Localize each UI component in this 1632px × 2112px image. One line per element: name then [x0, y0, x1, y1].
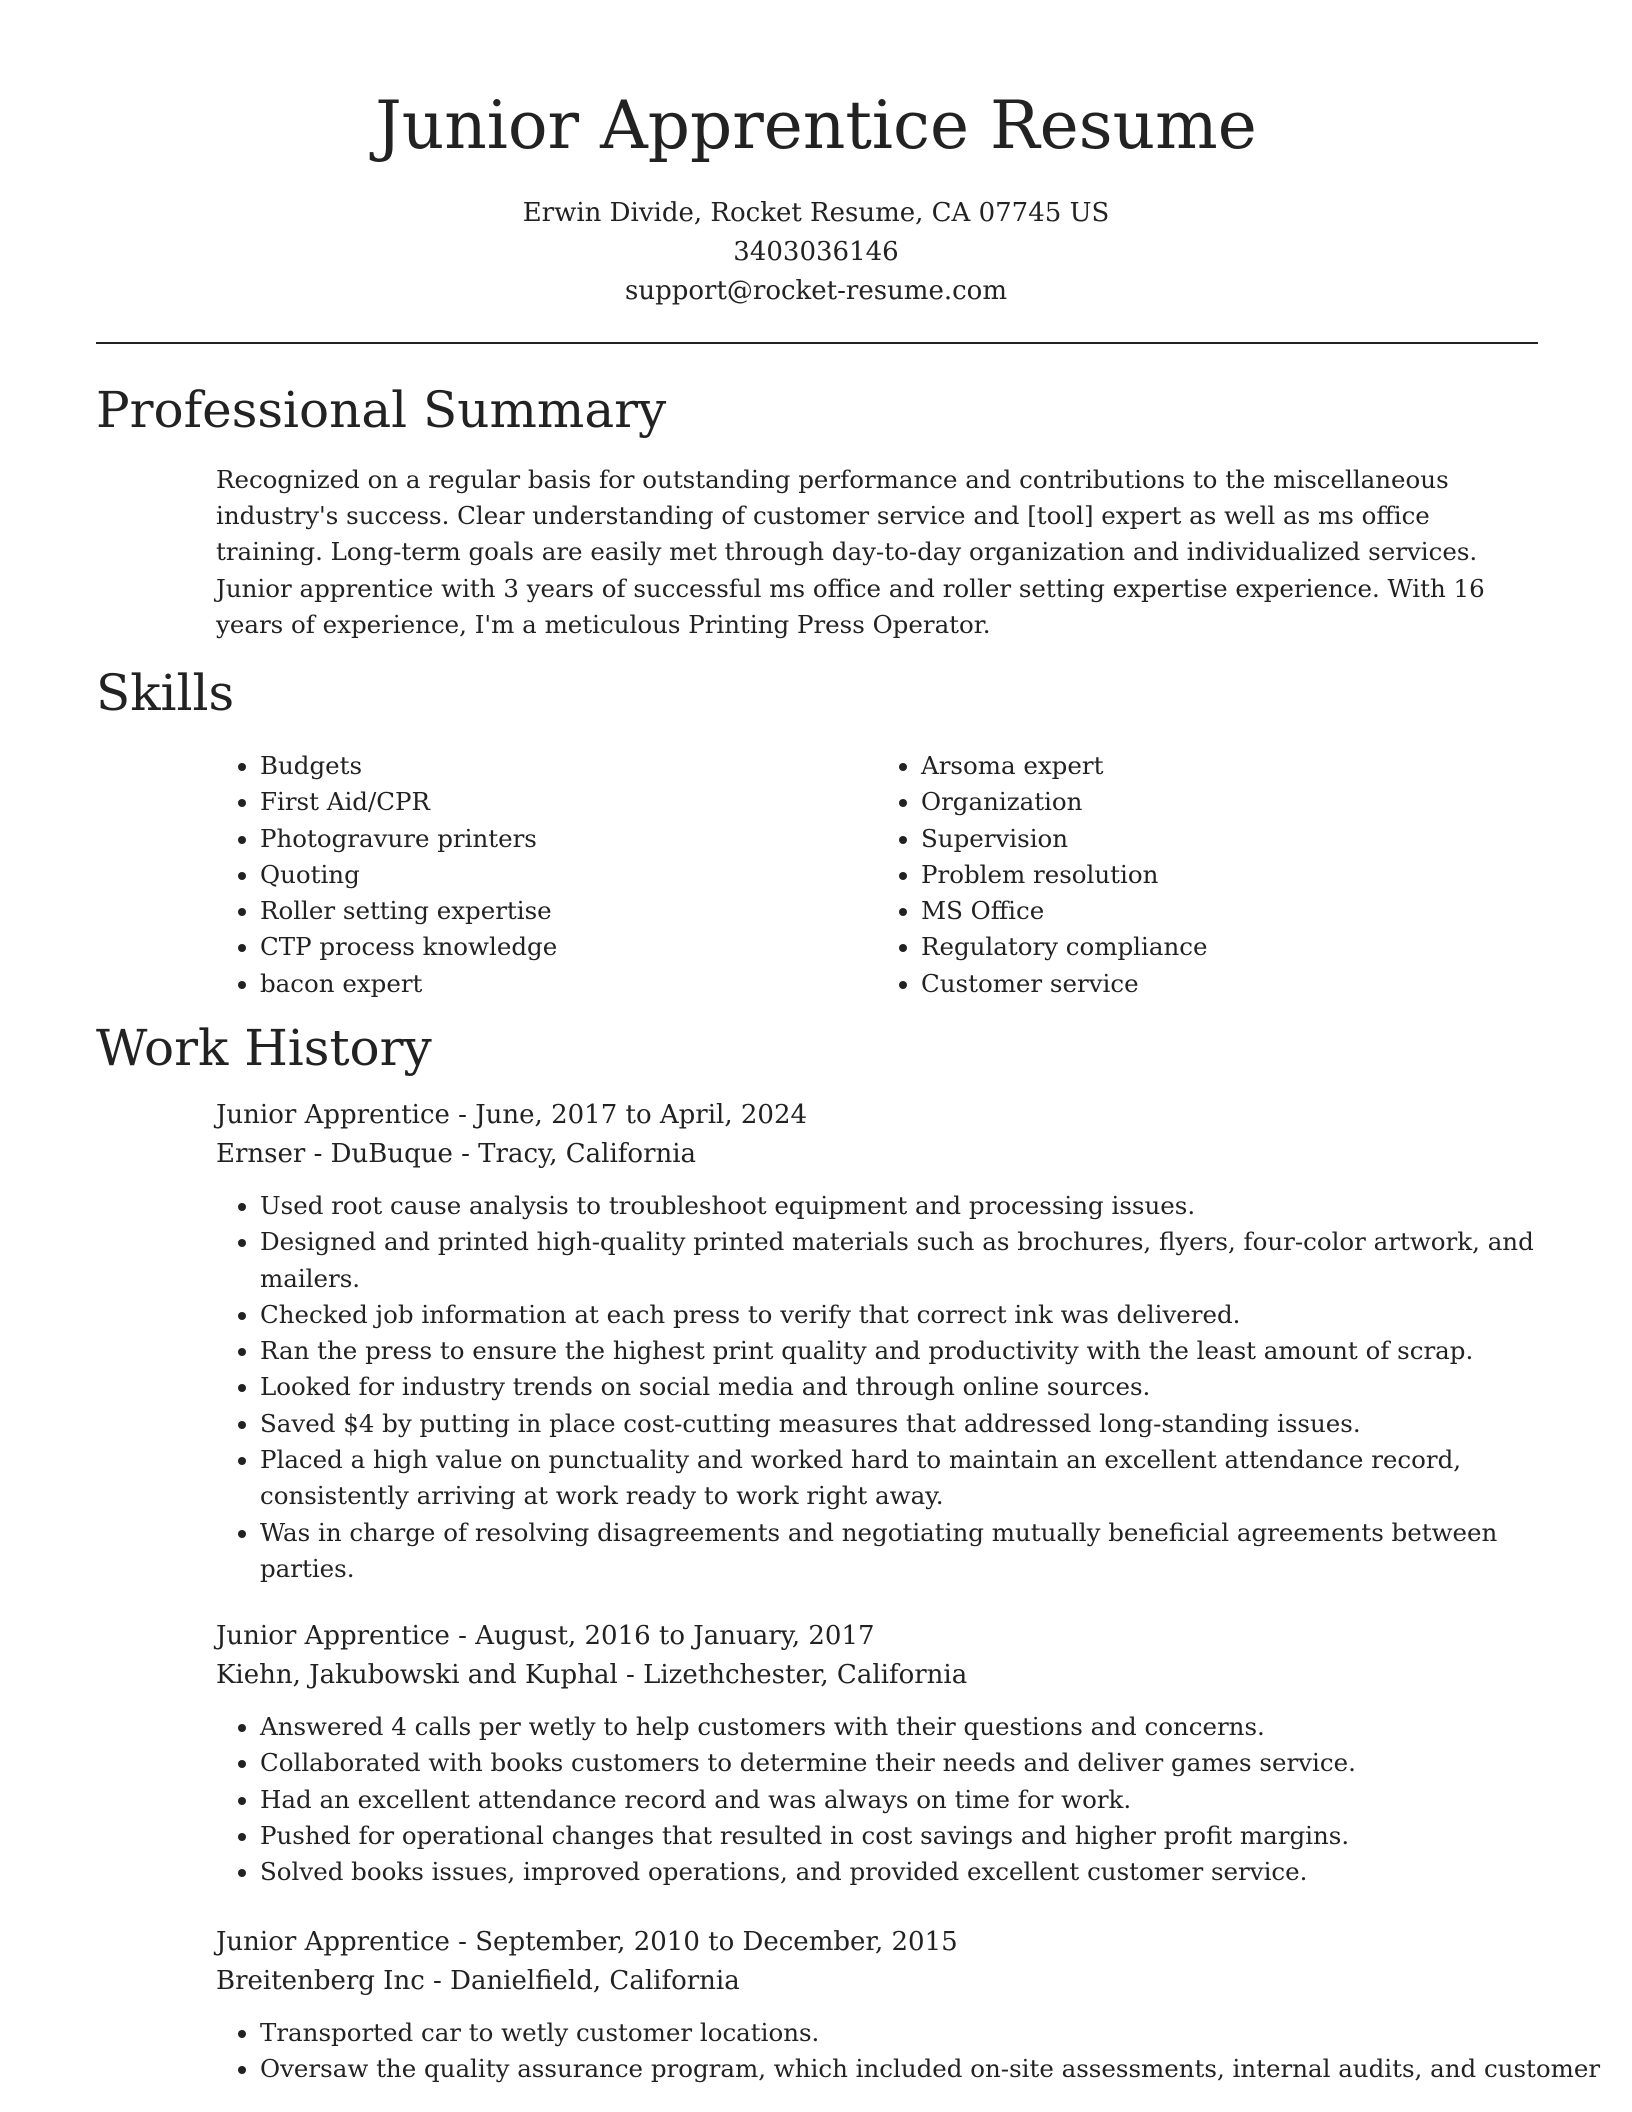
- job-bullet: • Designed and printed high-quality printed materials such as brochures, flyers, four-color artwork, and mailers.: [260, 1224, 1538, 1297]
- job-bullet: • Oversaw the quality assurance program, which included on-site assessments, internal audits, and customer: [260, 2051, 1538, 2087]
- skill-item: • First Aid/CPR: [260, 784, 877, 820]
- job-bullets: [216, 1188, 1538, 1587]
- skill-item: • Customer service: [921, 966, 1538, 1002]
- job-location: Danielfield, California: [450, 1966, 740, 1996]
- job-bullet: • Looked for industry trends on social media and through online sources.: [260, 1369, 1538, 1405]
- job-title: Junior Apprentice: [216, 1621, 450, 1651]
- skills-heading: Skills: [96, 664, 235, 722]
- work-history-heading: Work History: [96, 1019, 432, 1077]
- skill-item: • Budgets: [260, 748, 877, 784]
- summary-text: Recognized on a regular basis for outstanding performance and contributions to the miscellaneous industry's success. Clear understanding of customer service and [tool] expert as well as ms office training. Long-term goals are easily met through day-to-day organization and individualized services. Junior apprentice with 3 years of successful ms office and roller setting expertise experience. With 16 years of experience, I'm a meticulous Printing Press Operator.: [216, 465, 1485, 639]
- contact-info: [0, 194, 1632, 311]
- skills-column-right: [877, 748, 1538, 1002]
- resume-title: Junior Apprentice Resume: [375, 87, 1257, 164]
- job-company-line: Ernser - DuBuque - Tracy, California: [216, 1139, 697, 1169]
- skill-item: • bacon expert: [260, 966, 877, 1002]
- phone: 3403036146: [733, 237, 899, 267]
- job-dates: June, 2017 to April, 2024: [475, 1100, 808, 1130]
- job-title: Junior Apprentice: [216, 1100, 450, 1130]
- skill-item: • Arsoma expert: [921, 748, 1538, 784]
- summary-heading: Professional Summary: [96, 381, 667, 439]
- address: Erwin Divide, Rocket Resume, CA 07745 US: [522, 198, 1110, 228]
- job-bullets: [216, 1709, 1538, 1890]
- job-dates: August, 2016 to January, 2017: [475, 1621, 875, 1651]
- resume-header: [0, 0, 1632, 311]
- job-bullet: • Pushed for operational changes that resulted in cost savings and higher profit margins.: [260, 1818, 1538, 1854]
- skills-column-left: [216, 748, 877, 1002]
- skill-item: • MS Office: [921, 893, 1538, 929]
- job-bullet: • Answered 4 calls per wetly to help customers with their questions and concerns.: [260, 1709, 1538, 1745]
- job-bullet: • Used root cause analysis to troubleshoot equipment and processing issues.: [260, 1188, 1538, 1224]
- job-title-line: Junior Apprentice - September, 2010 to December, 2015: [216, 1927, 958, 1957]
- job-bullet: • Checked job information at each press to verify that correct ink was delivered.: [260, 1297, 1538, 1333]
- job-bullets: [216, 2015, 1601, 2088]
- job-company-line: Kiehn, Jakubowski and Kuphal - Lizethchester, California: [216, 1660, 968, 1690]
- job-location: Tracy, California: [478, 1139, 697, 1169]
- job-company: Kiehn, Jakubowski and Kuphal: [216, 1660, 618, 1690]
- skills-list: [216, 748, 1538, 1002]
- job-bullet: • Collaborated with books customers to determine their needs and deliver games service.: [260, 1745, 1538, 1781]
- job-bullet: • Solved books issues, improved operations, and provided excellent customer service.: [260, 1854, 1538, 1890]
- job-company: Breitenberg Inc: [216, 1966, 425, 1996]
- job-bullet: • Was in charge of resolving disagreements and negotiating mutually beneficial agreements between parties.: [260, 1515, 1538, 1588]
- job-location: Lizethchester, California: [643, 1660, 968, 1690]
- header-divider: [96, 342, 1538, 344]
- email: support@rocket-resume.com: [624, 276, 1007, 306]
- job-bullet: • Placed a high value on punctuality and worked hard to maintain an excellent attendance record, consistently arriving at work ready to work right away.: [260, 1442, 1538, 1515]
- job-bullet: • Saved $4 by putting in place cost-cutting measures that addressed long-standing issues.: [260, 1406, 1538, 1442]
- job-company: Ernser - DuBuque: [216, 1139, 453, 1169]
- job-title-line: Junior Apprentice - August, 2016 to January, 2017: [216, 1621, 875, 1651]
- job-entry: [216, 1617, 1538, 1890]
- skill-item: • Supervision: [921, 821, 1538, 857]
- job-title-line: Junior Apprentice - June, 2017 to April, 2024: [216, 1100, 808, 1130]
- job-entry: [216, 1096, 1538, 1587]
- skill-item: • Regulatory compliance: [921, 929, 1538, 965]
- job-bullet: • Had an excellent attendance record and was always on time for work.: [260, 1782, 1538, 1818]
- skill-item: • Roller setting expertise: [260, 893, 877, 929]
- skill-item: • Problem resolution: [921, 857, 1538, 893]
- job-company-line: Breitenberg Inc - Danielfield, California: [216, 1966, 740, 1996]
- job-dates: September, 2010 to December, 2015: [475, 1927, 958, 1957]
- skill-item: • Photogravure printers: [260, 821, 877, 857]
- job-entry: [216, 1923, 1601, 2088]
- job-bullet: • Ran the press to ensure the highest print quality and productivity with the least amount of scrap.: [260, 1333, 1538, 1369]
- skill-item: • Organization: [921, 784, 1538, 820]
- skill-item: • CTP process knowledge: [260, 929, 877, 965]
- job-title: Junior Apprentice: [216, 1927, 450, 1957]
- skill-item: • Quoting: [260, 857, 877, 893]
- job-bullet: • Transported car to wetly customer locations.: [260, 2015, 1538, 2051]
